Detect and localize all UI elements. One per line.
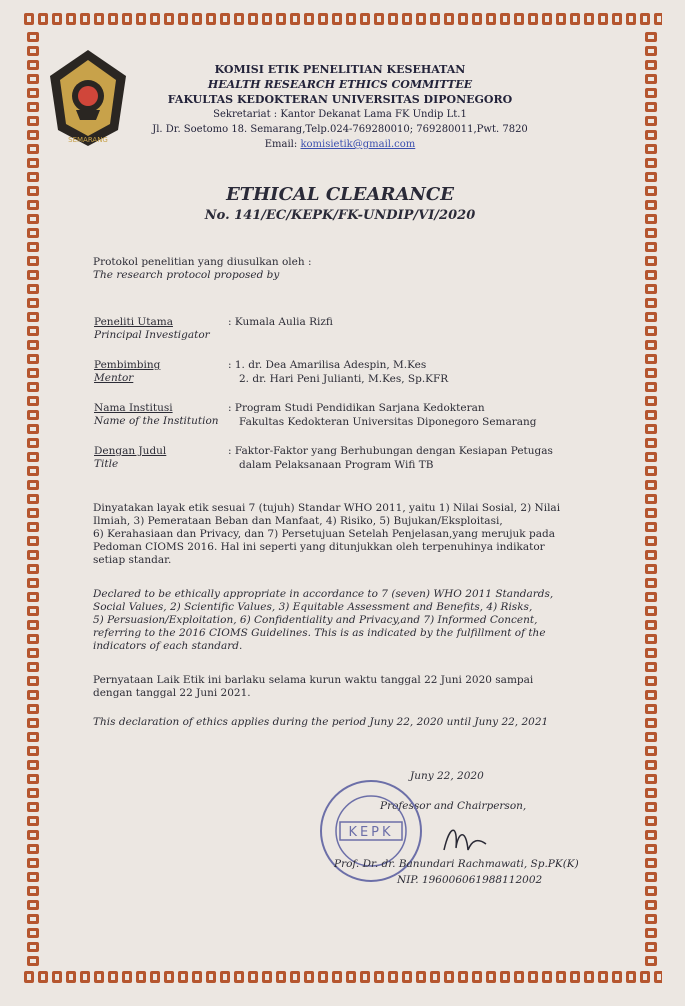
secretariat-address: Sekretariat : Kantor Dekanat Lama FK Undip Lt.1 [213,109,467,120]
university-logo [46,46,130,150]
institution-label-id: Nama Institusi [94,402,173,414]
intro-en: The research protocol proposed by [93,269,280,281]
pi-label-id: Peneliti Utama [94,316,173,328]
mentor-label-id: Pembimbing [94,359,161,371]
document-number: No. 141/EC/KEPK/FK-UNDIP/VI/2020 [204,208,476,223]
declaration-id-line-3: 6) Kerahasiaan dan Privacy, dan 7) Persetujuan Setelah Penjelasan,yang merujuk pada [93,528,555,540]
signatory-nip: NIP. 196006061988112002 [397,874,543,886]
document-title: ETHICAL CLEARANCE [226,184,454,205]
declaration-en-line-5: indicators of each standard. [93,640,243,652]
pi-value: : Kumala Aulia Rizfi [228,316,333,328]
declaration-en-line-1: Declared to be ethically appropriate in accordance to 7 (seven) WHO 2011 Standards, [93,588,554,600]
logo-text: SEMARANG [68,136,108,144]
title-value-2: dalam Pelaksanaan Program Wifi TB [239,459,434,471]
signature-role: Professor and Chairperson, [380,800,527,812]
signatory-name: Prof. Dr. dr. Banundari Rachmawati, Sp.PK(K) [334,858,579,870]
title-label-id: Dengan Judul [94,445,167,457]
faculty-name: FAKULTAS KEDOKTERAN UNIVERSITAS DIPONEGORO [167,93,513,106]
email-line [130,137,550,152]
mentor-value-1: : 1. dr. Dea Amarilisa Adespin, M.Kes [228,359,427,371]
stamp-text: KEPK [348,825,394,840]
validity-id-line-1: Pernyataan Laik Etik ini barlaku selama kurun waktu tanggal 22 Juni 2020 sampai [93,674,534,686]
email-link[interactable]: komisietik@gmail.com [300,139,416,150]
institution-label-en: Name of the Institution [94,415,219,427]
declaration-en-line-4: referring to the 2016 CIOMS Guidelines. This is as indicated by the fulfillment of the [93,627,546,639]
mentor-value-2: 2. dr. Hari Peni Julianti, M.Kes, Sp.KFR [239,373,449,385]
institution-value-2: Fakultas Kedokteran Universitas Diponegoro Semarang [239,416,537,428]
committee-name: KOMISI ETIK PENELITIAN KESEHATAN [214,63,466,76]
declaration-en-line-3: 5) Persuasion/Exploitation, 6) Confidentiality and Privacy,and 7) Informed Concent, [93,614,538,626]
title-label-en: Title [94,458,119,470]
validity-en: This declaration of ethics applies during the period Juny 22, 2020 until Juny 22, 2021 [93,716,549,728]
signature-date: Juny 22, 2020 [410,770,484,782]
declaration-id-line-4: Pedoman CIOMS 2016. Hal ini seperti yang ditunjukkan oleh terpenuhinya indikator [93,541,545,553]
institution-value-1: : Program Studi Pendidikan Sarjana Kedokteran [228,402,485,414]
email-label: Email: [264,139,298,150]
intro-id: Protokol penelitian yang diusulkan oleh : [93,256,312,268]
mentor-label-en: Mentor [94,372,134,384]
pi-label-en: Principal Investigator [94,329,210,341]
declaration-id-line-2: Ilmiah, 3) Pemerataan Beban dan Manfaat, 4) Risiko, 5) Bujukan/Eksploitasi, [93,515,503,527]
validity-id-line-2: dengan tanggal 22 Juni 2021. [93,687,251,699]
declaration-id-line-1: Dinyatakan layak etik sesuai 7 (tujuh) Standar WHO 2011, yaitu 1) Nilai Sosial, 2) Nilai [93,502,561,514]
title-value-1: : Faktor-Faktor yang Berhubungan dengan Kesiapan Petugas [228,445,553,457]
declaration-id-line-5: setiap standar. [93,554,172,566]
declaration-en-line-2: Social Values, 2) Scientific Values, 3) Equitable Assessment and Benefits, 4) Risks, [93,601,533,613]
committee-name-en: HEALTH RESEARCH ETHICS COMMITTEE [207,78,473,91]
handwritten-signature [440,820,490,860]
street-address: Jl. Dr. Soetomo 18. Semarang,Telp.024-769280010; 769280011,Pwt. 7820 [152,124,528,135]
